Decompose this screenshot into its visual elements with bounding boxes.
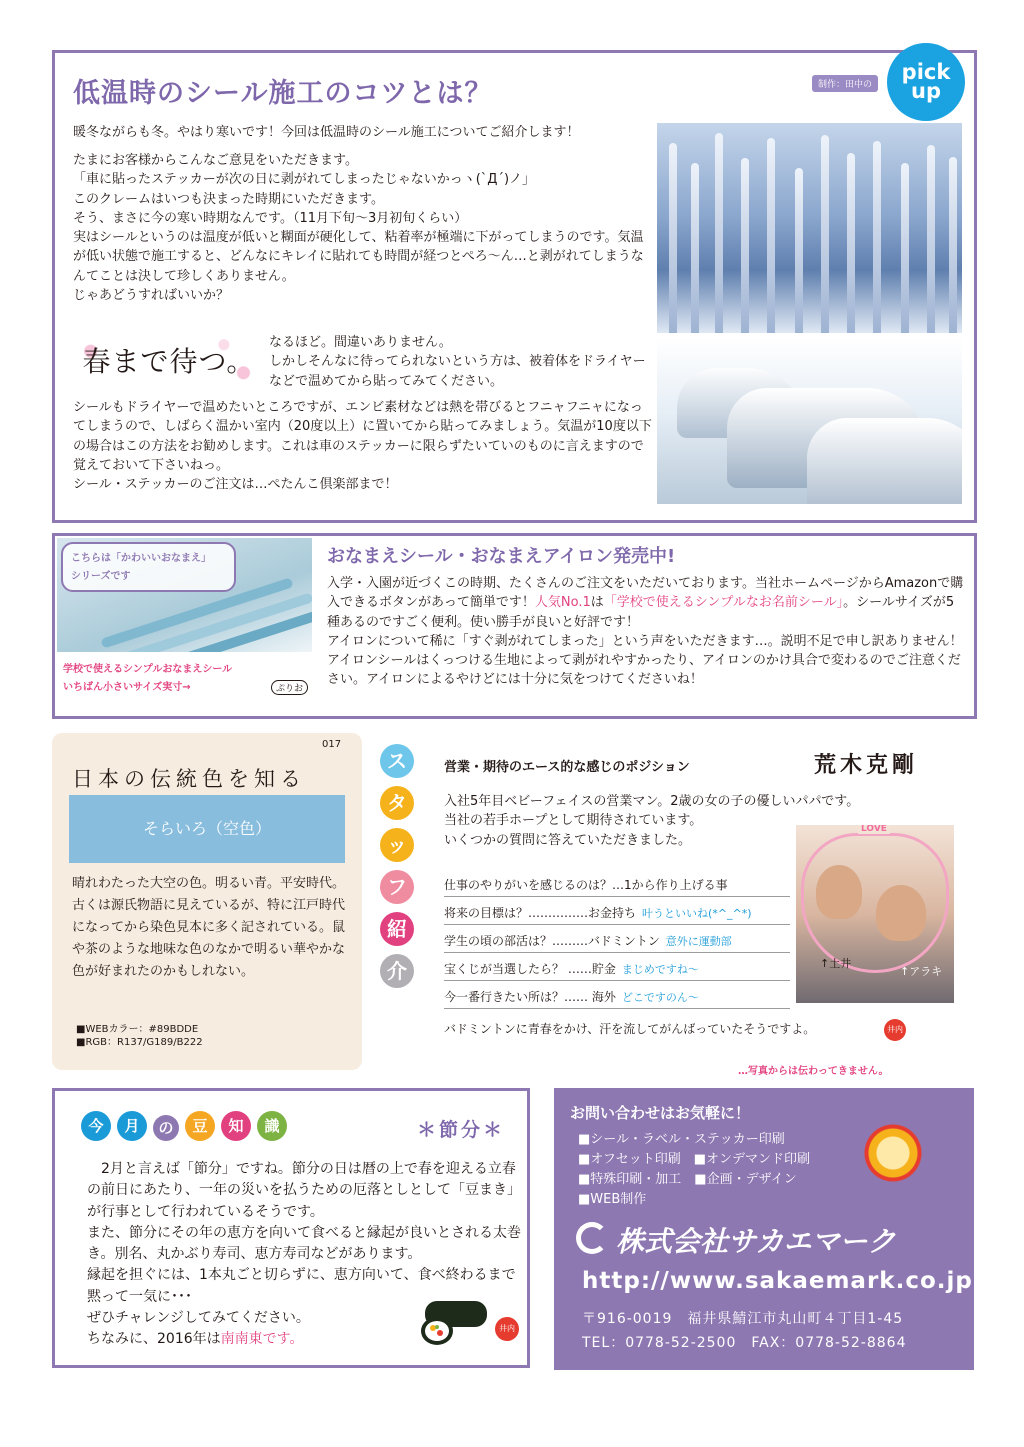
sticker-body	[327, 574, 967, 690]
issue-number: 017	[322, 739, 342, 750]
staff-intro: 入社5年目ベビーフェイスの営業マン。2歳の女の子の優しいパパです。 当社の若手ホープとして期待されています。 いくつかの質問に答えていただきました。	[444, 794, 860, 848]
staff-vertical-char: タ	[380, 786, 414, 820]
company-name: 株式会社サカエマーク	[616, 1225, 896, 1258]
contact-title: お問い合わせはお気軽に！	[570, 1104, 751, 1122]
ehomaki-icon	[415, 1291, 495, 1351]
sticker-caption: 学校で使えるシンプルおなまえシール いちばん小さいサイズ実寸→	[63, 664, 233, 693]
article-body-c: シールもドライヤーで温めたいところですが、エンビ素材などは熱を帯びるとフニャフニャになってしまうので、しばらく温かい室内（20度以上）に置いてから貼ってみましょう。気温が10度以下の場合はこの方法をお勧めします。これは車のステッカーに限らずたいていのものに言えますので覚えておいて下さいねっ。 シール・ステッカーのご注文は…ぺたんこ倶楽部まで！	[73, 400, 652, 493]
qa-answer: 1から作り上げる事	[624, 878, 728, 892]
sticker-body-product: 「学校で使えるシンプルなお名前シール」	[603, 595, 844, 611]
inauchi-stamp: 井内	[884, 1019, 906, 1041]
qa-question: 将来の目標は？……………	[444, 906, 589, 920]
pickup-article	[52, 50, 977, 523]
color-swatch: そらいろ（空色）	[69, 795, 345, 863]
pickup-line2: up	[911, 79, 941, 103]
company-logo-icon	[576, 1222, 608, 1254]
qa-item	[444, 960, 790, 981]
sticker-body-post: 。シールサイズが5種あるのですごく便利。使い勝手が良いと好評です！ アイロンについて稀に「すぐ剥がれてしまった」という声をいただきます…。説明不足で申し訳ありません！アイロンシールはくっつける生地によって剥がれやすかったり、アイロンのかけ具合で変わるのでご注意ください。アイロンによるやけどには十分に気をつけてくださいね！	[327, 595, 963, 688]
contact-section	[554, 1088, 974, 1370]
staff-vertical-char: ス	[380, 744, 414, 778]
qa-note: どこですのん〜	[621, 991, 699, 1004]
photo-note: …写真からは伝わってきません。	[738, 1066, 889, 1077]
article-title: 低温時のシール施工のコツとは？	[73, 78, 493, 109]
staff-vertical-char: 介	[380, 954, 414, 988]
photo-label-doi: ↑土井	[820, 957, 852, 970]
person-doi	[816, 865, 862, 919]
trivia-section	[52, 1088, 530, 1368]
series-bubble: こちらは「かわいいおなまえ」 シリーズです	[61, 542, 236, 592]
staff-role: 営業・期待のエース的な感じのポジション	[444, 760, 690, 775]
article-body-a: たまにお客様からこんなご意見をいただきます。 「車に貼ったステッカーが次の日に剥がれてしまったじゃないかっヽ(`Д´)ノ」 このクレームはいつも決まった時期にいただきます。 そう、まさに今の寒い時期なんです。（11月下旬〜3月初旬くらい） 実はシールというのは温度が低いと糊面が硬化して、粘着率が極端に下がってしまうのです。気温が低い状態で施工すると、どんなにキレイに貼れても時間が経つとぺろ〜ん…と剥がれてしまうなんてことは決して珍しくありません。 じゃあどうすればいいか？	[73, 153, 644, 304]
snowy-forest-image	[657, 123, 962, 333]
highlight-text: 春まで待つ。	[71, 335, 267, 389]
trivia-badge: 識	[257, 1111, 287, 1141]
color-description: 晴れわたった大空の色。明るい青。平安時代。古くは源氏物語に見えているが、特に江戸時代になってから染色見本に多く記されている。鼠や茶のような地味な色のなかで明るい華やかな色が好まれたのかもしれない。	[72, 876, 346, 979]
qa-answer: バドミントン	[588, 934, 660, 948]
service-line: ■オフセット印刷 ■オンデマンド印刷	[578, 1152, 811, 1167]
qa-answer: お金持ち	[588, 906, 637, 920]
trivia-badge: 豆	[185, 1111, 215, 1141]
qa-note: 叶うといいね(*^_^*)	[642, 907, 752, 920]
traditional-color-section	[52, 733, 362, 1070]
color-section-title: 日本の伝統色を知る	[72, 767, 306, 791]
company-phone: TEL：0778-52-2500 FAX：0778-52-8864	[582, 1335, 907, 1351]
person-araki	[876, 885, 926, 941]
staff-introduction	[378, 740, 978, 1080]
qa-item	[444, 988, 790, 1009]
staff-vertical-char: フ	[380, 870, 414, 904]
qa-question: 今一番行きたい所は？……	[444, 990, 592, 1004]
qa-answer: 海外	[591, 990, 616, 1004]
staff-vertical-char: 紹	[380, 912, 414, 946]
staff-outro: バドミントンに青春をかけ、汗を流してがんばっていたそうですよ。	[444, 1022, 816, 1036]
staff-name: 荒木克剛	[814, 753, 919, 778]
staff-photo	[796, 825, 954, 1003]
qa-item	[444, 932, 790, 953]
trivia-direction: 南南東です。	[220, 1331, 304, 1348]
photo-label-araki: ↑アラキ	[900, 965, 943, 978]
name-sticker-section	[52, 533, 977, 719]
trivia-body-text: 2月と言えば「節分」ですね。節分の日は暦の上で春を迎える立春の前日にあたり、一年の災いを払うための厄落としとして「豆まき」が行事として行われているそうです。 また、節分にその年の恵方を向いて食べると縁起が良いとされる太巻き。別名、丸かぶり寿司、恵方寿司などがあります。 縁起を担ぐには、1本丸ごと切らずに、恵方向いて、食べ終わるまで黙って一気に･･･ ぜひチャレンジしてみてください。 ちなみに、2016年は	[87, 1161, 521, 1348]
qa-question: 仕事のやりがいを感じるのは？…	[444, 878, 625, 892]
pickup-line1: pick	[901, 60, 951, 84]
company-address: 〒916-0019 福井県鯖江市丸山町４丁目1-45	[582, 1311, 904, 1327]
lion-mascot-icon	[862, 1124, 924, 1182]
trivia-badge: の	[153, 1115, 179, 1141]
qa-question: 学生の頃の部活は？………	[444, 934, 589, 948]
qa-note: まじめですね〜	[621, 963, 699, 976]
trivia-topic: ＊節分＊	[417, 1119, 506, 1141]
qa-item	[444, 904, 790, 925]
love-label: LOVE	[858, 825, 890, 834]
qa-answer: 貯金	[591, 962, 616, 976]
qa-note: 意外に運動部	[665, 935, 732, 948]
snowy-cars-image	[657, 338, 962, 504]
qa-question: 宝くじが当選したら？ ……	[444, 962, 592, 976]
name-sticker-photo	[57, 538, 312, 652]
sticker-body-pre: 入学・入園が近づくこの時期、たくさんのご注文をいただいております。当社ホームページからAmazonで購入できるボタンがあって簡単です！	[327, 576, 964, 611]
qa-item	[444, 876, 790, 897]
credit-label: 制作：田中の	[812, 75, 878, 92]
sticker-body-mid: は	[590, 595, 604, 611]
sample-tag: ぷりお	[271, 680, 308, 695]
pickup-badge	[887, 43, 965, 121]
inauchi-stamp: 井内	[495, 1317, 519, 1341]
company-url[interactable]: http://www.sakaemark.co.jp	[582, 1268, 973, 1294]
trivia-badge: 知	[221, 1111, 251, 1141]
service-line: ■WEB制作	[578, 1192, 647, 1207]
color-web-info: ■WEBカラー：#89BDDE ■RGB：R137/G189/B222	[76, 1024, 203, 1048]
service-line: ■シール・ラベル・ステッカー印刷	[578, 1132, 785, 1147]
trivia-badge: 今	[81, 1111, 111, 1141]
service-line: ■特殊印刷・加工 ■企画・デザイン	[578, 1172, 797, 1187]
trivia-badge: 月	[117, 1111, 147, 1141]
sticker-body-popular: 人気No.1	[534, 595, 591, 611]
sticker-title: おなまえシール・おなまえアイロン発売中!	[327, 546, 676, 567]
article-body-b: なるほど。間違いありません。 しかしそんなに待ってられないという方は、被着体をドライヤーなどで温めてから貼ってみてください。	[269, 335, 646, 389]
article-intro: 暖冬ながらも冬。やはり寒いです！今回は低温時のシール施工についてご紹介します！	[73, 125, 580, 140]
staff-vertical-char: ッ	[380, 828, 414, 862]
